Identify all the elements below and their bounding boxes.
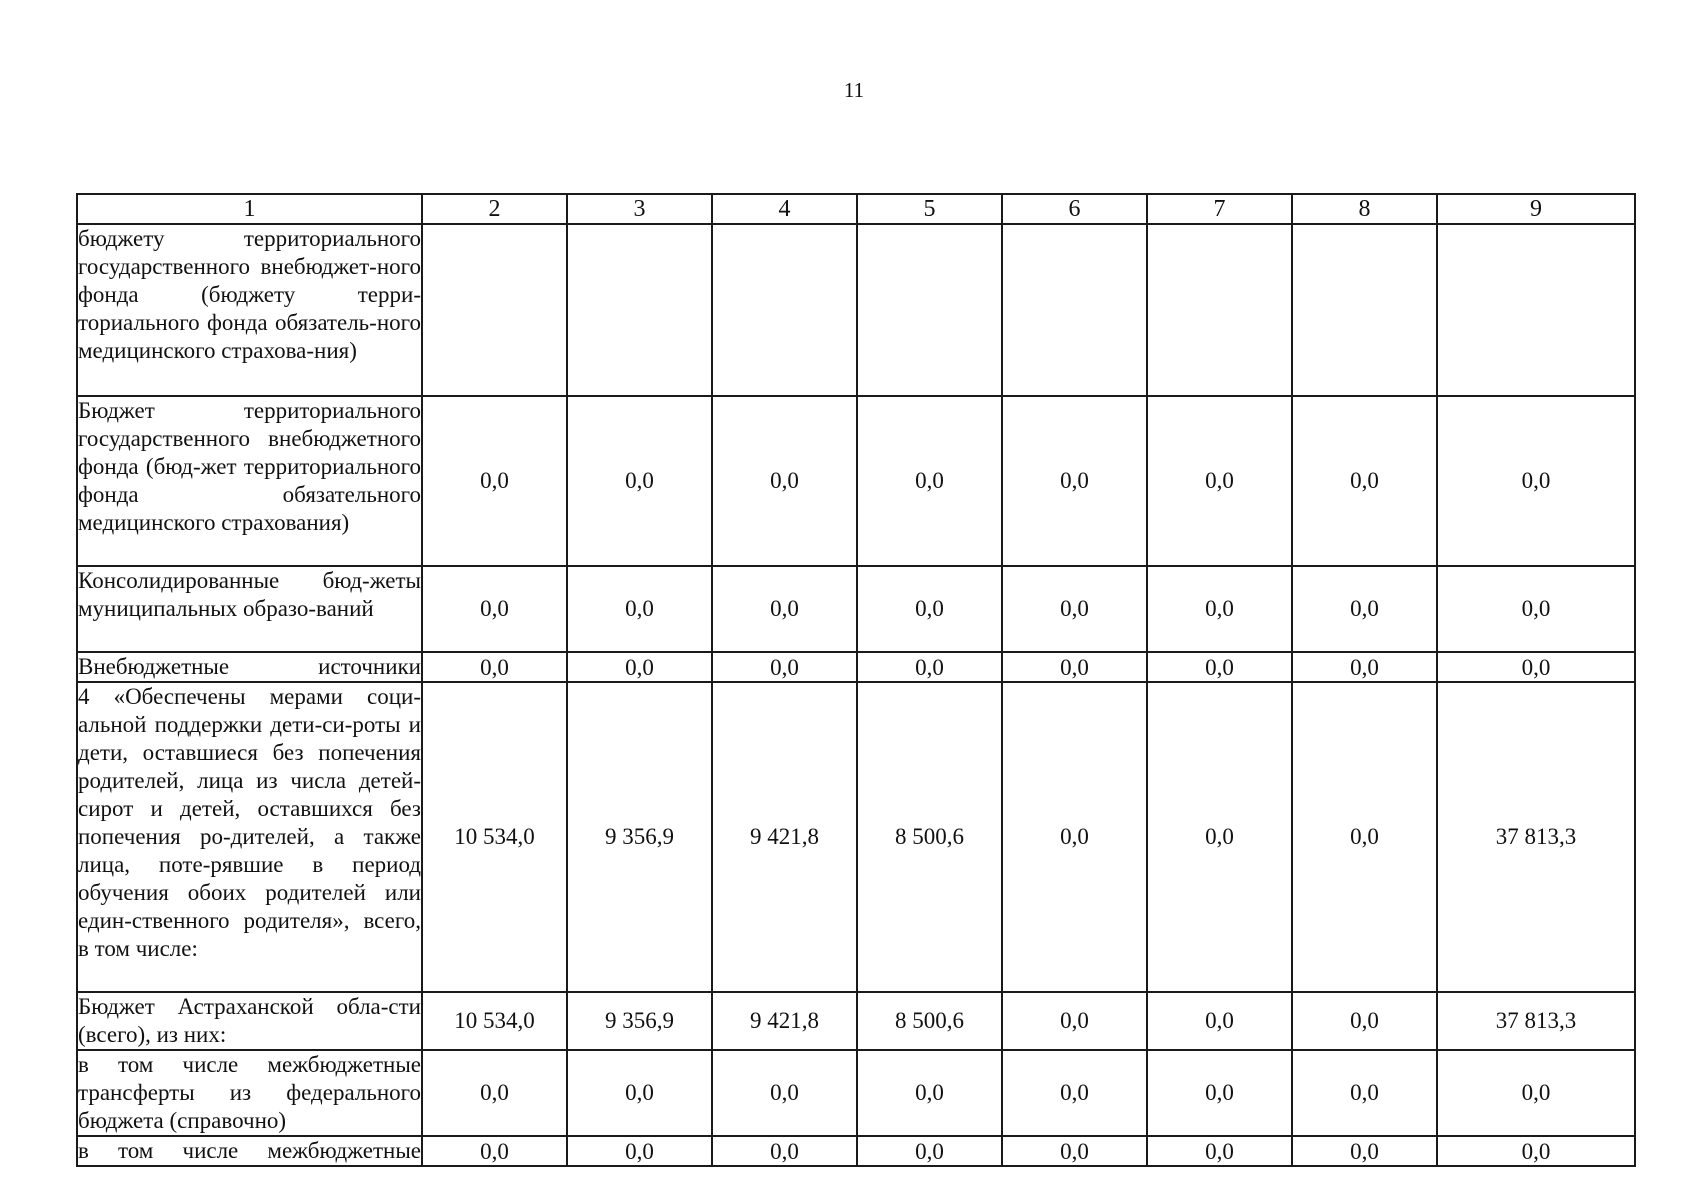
header-row (77, 194, 1635, 224)
table-cell: 0,0 (567, 1050, 712, 1136)
table-cell: 0,0 (857, 652, 1002, 682)
table-cell: 0,0 (1147, 566, 1292, 652)
table-cell: 0,0 (567, 652, 712, 682)
table-cell (567, 224, 712, 396)
table-cell: 0,0 (1147, 1050, 1292, 1136)
table-cell: 0,0 (712, 1136, 857, 1166)
table-row (77, 566, 1635, 652)
table-cell: 0,0 (422, 566, 567, 652)
table-cell: 0,0 (1002, 1050, 1147, 1136)
table-cell: 0,0 (857, 1050, 1002, 1136)
table-cell: 0,0 (857, 566, 1002, 652)
table-cell: 0,0 (1292, 396, 1437, 566)
page-number: 11 (843, 78, 865, 102)
table-cell (1437, 224, 1635, 396)
table-cell: 0,0 (1437, 1136, 1635, 1166)
table-row (77, 1136, 1635, 1166)
table-row (77, 396, 1635, 566)
table-row (77, 652, 1635, 682)
table-cell: 0,0 (712, 652, 857, 682)
table-cell: 0,0 (422, 396, 567, 566)
table-cell: 0,0 (1002, 682, 1147, 992)
table-cell (1002, 224, 1147, 396)
table-cell: 0,0 (1002, 1136, 1147, 1166)
table-cell (857, 224, 1002, 396)
table-cell: 0,0 (1437, 652, 1635, 682)
row-label: в том числе межбюджетные трансферты из федерального бюджета (справочно) (77, 1050, 422, 1136)
row-label: в том числе межбюджетные (77, 1136, 422, 1166)
table-cell: 0,0 (422, 652, 567, 682)
table-cell: 0,0 (1147, 396, 1292, 566)
table-cell: 0,0 (1147, 652, 1292, 682)
table-cell: 0,0 (1292, 682, 1437, 992)
column-header: 6 (1002, 194, 1147, 224)
table-cell: 0,0 (1002, 566, 1147, 652)
row-label: бюджету территориального государственного внебюджет-ного фонда (бюджету терри-ториального фонда обязатель-ного медицинского страхова-ния) (77, 224, 422, 396)
column-header: 7 (1147, 194, 1292, 224)
table-cell: 37 813,3 (1437, 992, 1635, 1050)
table-cell: 0,0 (857, 1136, 1002, 1166)
row-label: Бюджет Астраханской обла-сти (всего), из них: (77, 992, 422, 1050)
column-header: 9 (1437, 194, 1635, 224)
table-row (77, 682, 1635, 992)
table-cell: 0,0 (1147, 1136, 1292, 1166)
table-cell: 9 421,8 (712, 682, 857, 992)
table-cell: 10 534,0 (422, 682, 567, 992)
column-header: 3 (567, 194, 712, 224)
table-row (77, 1050, 1635, 1136)
column-header: 1 (77, 194, 422, 224)
row-label: Внебюджетные источники (77, 652, 422, 682)
table-cell (1292, 224, 1437, 396)
column-header: 2 (422, 194, 567, 224)
table-cell: 0,0 (1002, 652, 1147, 682)
table-cell (422, 224, 567, 396)
table-cell: 0,0 (567, 396, 712, 566)
table-cell: 0,0 (1437, 1050, 1635, 1136)
table-cell: 9 356,9 (567, 682, 712, 992)
table-cell: 0,0 (1002, 992, 1147, 1050)
table-cell: 0,0 (712, 566, 857, 652)
table-cell: 0,0 (1437, 566, 1635, 652)
table-cell: 0,0 (1292, 652, 1437, 682)
table-row (77, 224, 1635, 396)
table-cell: 0,0 (1147, 682, 1292, 992)
table-cell: 10 534,0 (422, 992, 567, 1050)
row-label: Бюджет территориального государственного внебюджетного фонда (бюд-жет территориального фонда обязательного медицинского страхования) (77, 396, 422, 566)
column-header: 5 (857, 194, 1002, 224)
row-label: Консолидированные бюд-жеты муниципальных образо-ваний (77, 566, 422, 652)
table-cell: 0,0 (567, 1136, 712, 1166)
table-cell: 0,0 (422, 1136, 567, 1166)
column-header: 4 (712, 194, 857, 224)
table-cell: 0,0 (1292, 566, 1437, 652)
table-cell: 0,0 (422, 1050, 567, 1136)
table-cell: 9 356,9 (567, 992, 712, 1050)
table-cell: 9 421,8 (712, 992, 857, 1050)
table-cell: 0,0 (712, 396, 857, 566)
table-cell: 37 813,3 (1437, 682, 1635, 992)
column-header: 8 (1292, 194, 1437, 224)
table-cell: 0,0 (567, 566, 712, 652)
budget-table (76, 193, 1636, 1167)
table-cell (712, 224, 857, 396)
row-label: 4 «Обеспечены мерами соци-альной поддержки дети-си-роты и дети, оставшиеся без попечения родителей, лица из числа детей-сирот и детей, оставшихся без попечения ро-дителей, а также лица, поте-рявшие в период обучения обоих родителей или един-ственного родителя», всего, в том числе: (77, 682, 422, 992)
table-cell: 0,0 (1292, 1136, 1437, 1166)
table-cell: 0,0 (1292, 992, 1437, 1050)
table-cell: 0,0 (857, 396, 1002, 566)
table-cell (1147, 224, 1292, 396)
table-cell: 0,0 (1292, 1050, 1437, 1136)
table-cell: 0,0 (1147, 992, 1292, 1050)
table-cell: 8 500,6 (857, 992, 1002, 1050)
table-cell: 8 500,6 (857, 682, 1002, 992)
table-cell: 0,0 (1002, 396, 1147, 566)
table-cell: 0,0 (712, 1050, 857, 1136)
table-row (77, 992, 1635, 1050)
table-cell: 0,0 (1437, 396, 1635, 566)
